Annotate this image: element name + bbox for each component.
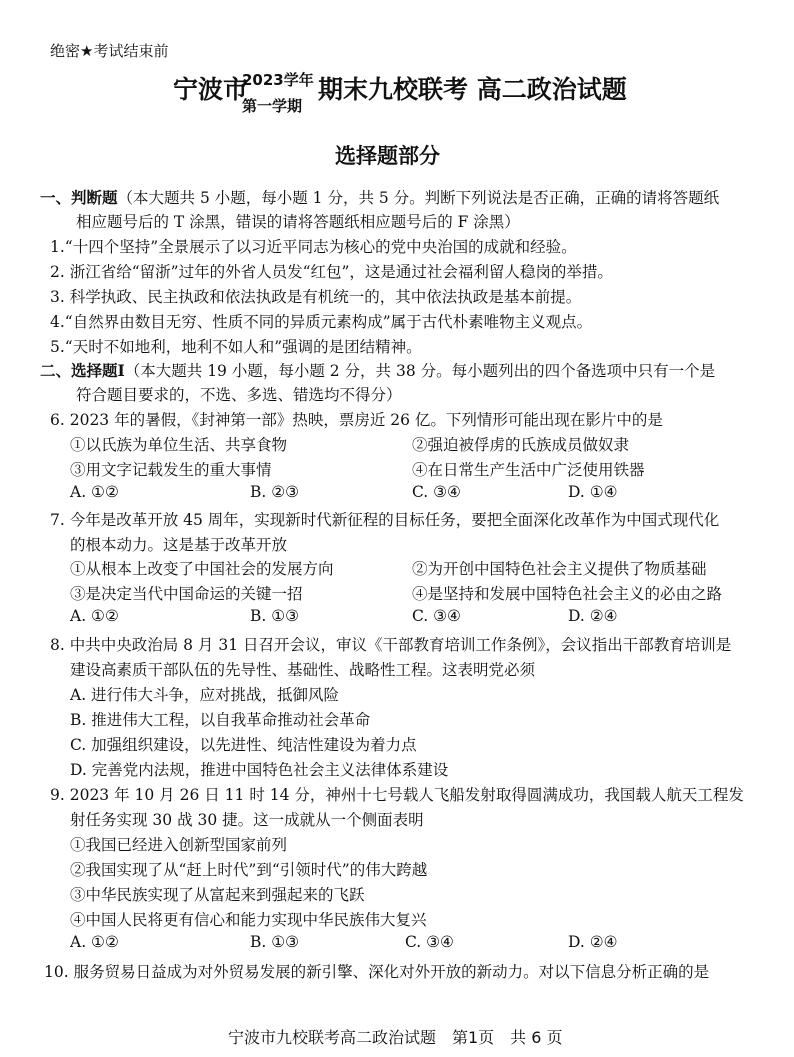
q7-statement-4: ④是坚持和发展中国特色社会主义的必由之路 bbox=[412, 585, 723, 603]
q7-statement-3: ③是决定当代中国命运的关键一招 bbox=[70, 585, 303, 603]
q8-option-d: D. 完善党内法规，推进中国特色社会主义法律体系建设 bbox=[70, 761, 449, 779]
q9-option-b: B. ①③ bbox=[250, 933, 300, 951]
q6-stem: 6. 2023 年的暑假，《封神第一部》热映，票房近 26 亿。下列情形可能出现在影片中的是 bbox=[50, 411, 663, 429]
q7-statement-2: ②为开创中国特色社会主义提供了物质基础 bbox=[412, 560, 707, 578]
q10-stem: 10. 服务贸易日益成为对外贸易发展的新引擎、深化对外开放的新动力。对以下信息分析正确的是 bbox=[44, 963, 710, 981]
part2-instruction-line1 bbox=[40, 359, 715, 381]
q8-option-b: B. 推进伟大工程，以自我革命推动社会革命 bbox=[70, 711, 371, 729]
q9-statement-3: ③中华民族实现了从富起来到强起来的飞跃 bbox=[70, 886, 365, 904]
q7-stem-line2: 的根本动力。这是基于改革开放 bbox=[70, 536, 288, 554]
q6-statement-1: ①以氏族为单位生活、共享食物 bbox=[70, 436, 288, 454]
part2-heading: 二、选择题Ⅰ bbox=[40, 361, 125, 380]
q6-statement-3: ③用文字记载发生的重大事情 bbox=[70, 461, 272, 479]
part1-instruction-line1 bbox=[40, 186, 719, 208]
q7-option-a: A. ①② bbox=[70, 607, 119, 625]
judge-item-4: 4.“自然界由数目无穷、性质不同的异质元素构成”属于古代朴素唯物主义观点。 bbox=[50, 313, 593, 331]
q6-option-b: B. ②③ bbox=[250, 483, 300, 501]
q9-option-c: C. ③④ bbox=[405, 933, 454, 951]
part2-instruction-line2: 符合题目要求的，不选、多选、错选均不得分） bbox=[76, 386, 402, 404]
judge-item-2: 2. 浙江省给“留浙”过年的外省人员发“红包”，这是通过社会福利留人稳岗的举措。 bbox=[50, 263, 613, 281]
q7-option-b: B. ①③ bbox=[250, 607, 300, 625]
q6-option-d: D. ①④ bbox=[568, 483, 618, 501]
part1-instruction-text: （本大题共 5 小题，每小题 1 分，共 5 分。判断下列说法是否正确，正确的请将答题纸 bbox=[117, 189, 720, 207]
judge-item-5: 5.“天时不如地利，地利不如人和”强调的是团结精神。 bbox=[50, 338, 422, 356]
q8-option-c: C. 加强组织建设，以先进性、纯洁性建设为着力点 bbox=[70, 736, 417, 754]
q9-option-d: D. ②④ bbox=[568, 933, 618, 951]
part1-heading: 一、判断题 bbox=[40, 188, 118, 207]
confidential-mark: 绝密★考试结束前 bbox=[50, 42, 169, 60]
q7-stem-line1: 7. 今年是改革开放 45 周年，实现新时代新征程的目标任务，要把全面深化改革作为中国式现代化 bbox=[50, 511, 720, 529]
judge-item-3: 3. 科学执政、民主执政和依法执政是有机统一的，其中依法执政是基本前提。 bbox=[50, 288, 582, 306]
title-year: 2023学年 bbox=[242, 71, 314, 89]
q6-statement-2: ②强迫被俘虏的氏族成员做奴隶 bbox=[412, 436, 630, 454]
q9-statement-1: ①我国已经进入创新型国家前列 bbox=[70, 836, 288, 854]
q8-stem-line1: 8. 中共中央政治局 8 月 31 日召开会议，审议《干部教育培训工作条例》，会议指出干部教育培训是 bbox=[50, 636, 732, 654]
q7-statement-1: ①从根本上改变了中国社会的发展方向 bbox=[70, 560, 334, 578]
q9-stem-line1: 9. 2023 年 10 月 26 日 11 时 14 分，神州十七号载人飞船发射取得圆满成功，我国载人航天工程发 bbox=[50, 786, 744, 804]
q7-option-d: D. ②④ bbox=[568, 607, 618, 625]
part1-instruction-line2: 相应题号后的 T 涂黑，错误的请将答题纸相应题号后的 F 涂黑） bbox=[76, 213, 520, 231]
q6-option-c: C. ③④ bbox=[412, 483, 461, 501]
title-term: 第一学期 bbox=[242, 97, 303, 115]
q6-statement-4: ④在日常生产生活中广泛使用铁器 bbox=[412, 461, 645, 479]
q9-option-a: A. ①② bbox=[70, 933, 119, 951]
page-footer: 宁波市九校联考高二政治试题 第1页 共 6 页 bbox=[228, 1028, 563, 1047]
q9-statement-2: ②我国实现了从“赶上时代”到“引领时代”的伟大跨越 bbox=[70, 861, 428, 879]
q8-option-a: A. 进行伟大斗争，应对挑战，抵御风险 bbox=[70, 686, 340, 704]
q7-option-c: C. ③④ bbox=[412, 607, 461, 625]
q9-statement-4: ④中国人民将更有信心和能力实现中华民族伟大复兴 bbox=[70, 911, 427, 929]
q8-stem-line2: 建设高素质干部队伍的先导性、基础性、战略性工程。这表明党必须 bbox=[70, 661, 536, 679]
section-title: 选择题部分 bbox=[335, 144, 440, 168]
judge-item-1: 1.“十四个坚持”全景展示了以习近平同志为核心的党中央治国的成就和经验。 bbox=[50, 238, 577, 256]
exam-title: 期末九校联考 高二政治试题 bbox=[318, 75, 627, 104]
q9-stem-line2: 射任务实现 30 战 30 捷。这一成就从一个侧面表明 bbox=[70, 811, 424, 829]
title-city: 宁波市 bbox=[173, 75, 249, 104]
part2-instruction-text: （本大题共 19 小题，每小题 2 分，共 38 分。每小题列出的四个备选项中只有一个是 bbox=[124, 362, 716, 380]
q6-option-a: A. ①② bbox=[70, 483, 119, 501]
